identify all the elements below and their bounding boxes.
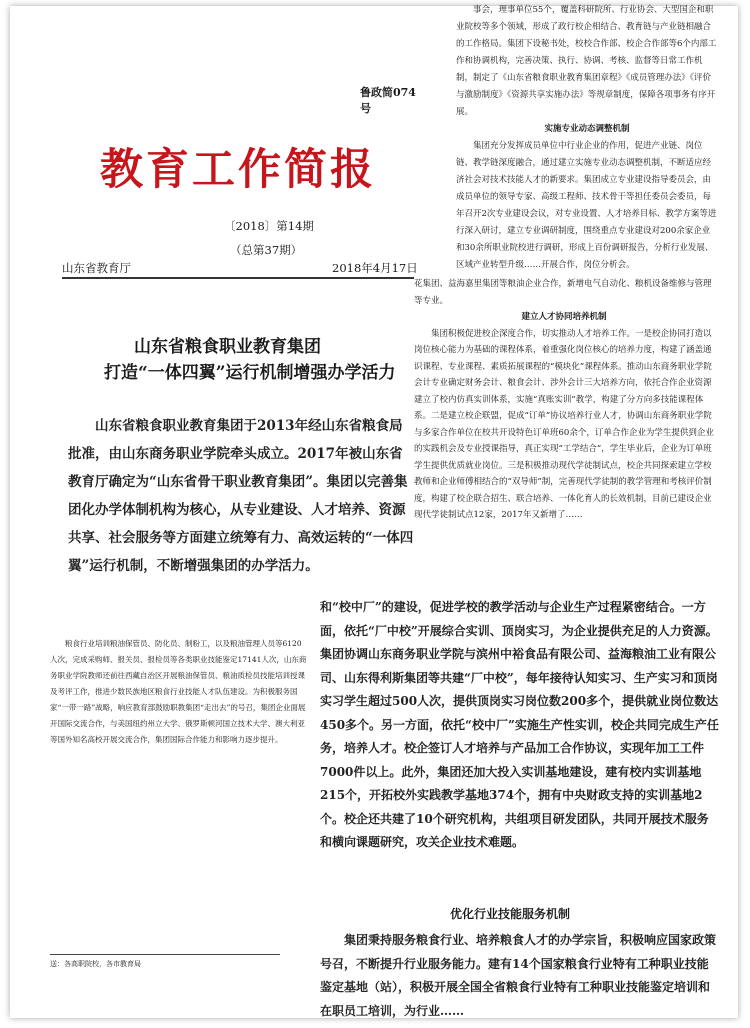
header-divider xyxy=(62,277,422,279)
intro-paragraph: 山东省粮食职业教育集团于2013年经山东省粮食局批准，由山东商务职业学院牵头成立。2017年被山东省教育厅确定为“山东省骨干职业教育集团”。集团以完善集团化办学体制机构为核心，从专业建设、人才培养、资源共享、社会服务等方面建立统筹有力、高效运转的“一体四翼”运行机制，不断增强集团的办学活力。 xyxy=(68,418,414,574)
top-right-para1: 事会，理事单位55个，覆盖科研院所、行业协会、大型国企和职业院校等多个领域，形成了政行校企相结合、教育链与产业链相融合的工作格局。集团下设秘书处，校校合作部、校企合作部等6个内部工作和协调机构，完善决策、执行、协调、考核、监督等日常工作机制，制定了《山东省粮食职业教育集团章程》《成员管理办法》《评价与激励制度》《资源共享实施办法》等规章制度，保障各项事务有序开展。 xyxy=(456,5,717,117)
masthead-title: 教育工作简报 xyxy=(100,145,376,195)
middle-right-page xyxy=(414,276,726,596)
article-title-line1: 山东省粮食职业教育集团 xyxy=(134,337,321,357)
top-right-para2: 集团充分发挥成员单位中行业企业的作用，促进产业链、岗位链、教学链深度融合，通过建立实施专业动态调整机制，不断适应经济社会对技术技能人才的新要求。集团成立专业建设指导委员会，由成员单位的领导专家、高级工程师、技术骨干等担任委员会委员，每年召开2次专业建设会议，对专业设置、人才培养目标、教学方案等进行深入研讨，建立专业调研制度，围绕重点专业建设对200余家企业和30余所职业院校进行调研，形成上百份调研报告，分析行业发展、区域产业转型升级……开展合作，岗位分析会。 xyxy=(456,141,717,270)
bulletin-cover-page xyxy=(44,12,422,602)
total-issue-number: （总第37期） xyxy=(230,243,303,257)
section-heading-service: 优化行业技能服务机制 xyxy=(449,907,570,921)
article-title-line2: 打造“一体四翼”运行机制增强办学活力 xyxy=(104,363,396,383)
publication-date: 2018年4月17日 xyxy=(332,261,418,275)
issuer: 山东省教育厅 xyxy=(62,261,131,275)
lower-right-para1: 和“校中厂”的建设，促进学校的教学活动与企业生产过程紧密结合。一方面，依托“厂中校”开展综合实训、顶岗实习，为企业提供充足的人力资源。集团协调山东商务职业学院与滨州中裕食品有限公司、益海粮油工业有限公司、山东得利斯集团等共建“厂中校”，每年接待认知实习、生产实习和顶岗实习学生超过500人次，提供顶岗实习岗位数200多个，提供就业岗位数达450多个。另一方面，依托“校中厂”实施生产性实训，校企共同完成生产任务，培养人才。校企签订人才培养与产品加工合作协议，实现年加工工件7000件以上。此外，集团还加大投入实训基地建设，建有校内实训基地215个，开拓校外实践教学基地374个，拥有中央财政支持的实训基地2个。校企还共建了10个研究机构，共组项目研发团队，共同开展技术服务和横向课题研究，攻关企业技术难题。 xyxy=(320,600,719,849)
issue-number: 〔2018〕第14期 xyxy=(224,219,314,233)
distribution-footnote: 送：各高职院校，各市教育局 xyxy=(50,954,280,969)
document-number: 鲁政简074号 xyxy=(360,86,416,115)
middle-right-body xyxy=(414,276,714,524)
lower-right-page xyxy=(310,596,738,1018)
top-right-page xyxy=(456,5,730,282)
lower-left-page xyxy=(50,636,314,976)
middle-right-para: 集团积极促进校企深度合作，切实推动人才培养工作。一是校企协同打造以岗位核心能力为基础的课程体系，着重强化岗位核心的培养力度，构建了涵盖通识课程、专业课程、素质拓展课程的“模块化”课程体系。推动山东商务职业学院会计专业确定财务会计、粮食会计、涉外会计三大培养方向，依托合作企业资源建立了校内仿真实训体系，实施“真账实训”教学，构建了分方向多技能课程体系。二是建立校企联盟，促成“订单”协议培养行业人才，协调山东商务职业学院与多家合作单位在校共开设特色订单班60余个，订单合作企业为学生提供到企业的实践机会及专业授课指导，真正实现“工学结合”，学生毕业后，企业为订单班学生提供优质就业岗位。三是积极推动现代学徒制试点，校企共同探索建立学校教师和企业师傅相结合的“双导师”制，完善现代学徒制的教学管理和考核评价制度，构建了校企联合招生、联合培养、一体化育人的长效机制，目前已建设企业现代学徒制试点12家，2017年又新增了…… xyxy=(414,328,714,520)
middle-right-para-top: 花集团、益海嘉里集团等粮油企业合作，新增电气自动化、粮机设备维修与管理等专业。 xyxy=(414,279,712,306)
lower-right-para2: 集团秉持服务粮食行业、培养粮食人才的办学宗旨，积极响应国家政策号召，不断提升行业服务能力。建有14个国家粮食行业特有工种职业技能鉴定基地（站），积极开展全国全省粮食行业特有工种职业技能鉴定培训和在职员工培训，为行业…… xyxy=(320,933,717,1018)
section-heading-specialty: 实施专业动态调整机制 xyxy=(544,124,630,134)
section-heading-talent: 建立人才协同培养机制 xyxy=(521,312,607,322)
scan-frame xyxy=(10,6,738,1018)
lower-left-para: 粮食行业培训粮油保管员、防化员、制粉工，以及粮油管理人员等6120人次，完成采购师、报关员、报检员等各类职业技能鉴定17141人次，山东商务职业学院教师还前往西藏自治区开展粮油保管员、粮油质检员技能培训授课及考评工作，推进少数民族地区粮食行业技能人才队伍建设。为积极服务国家“一带一路”战略，响应教育部鼓励职教集团“走出去”的号召，集团企业面展开国际交流合作，与美国纽约州立大学、俄罗斯顿河国立技术大学、澳大利亚等国外知名高校开展交流合作，集团国际合作能力和影响力逐步提升。 xyxy=(50,639,307,744)
top-right-body xyxy=(456,2,718,274)
